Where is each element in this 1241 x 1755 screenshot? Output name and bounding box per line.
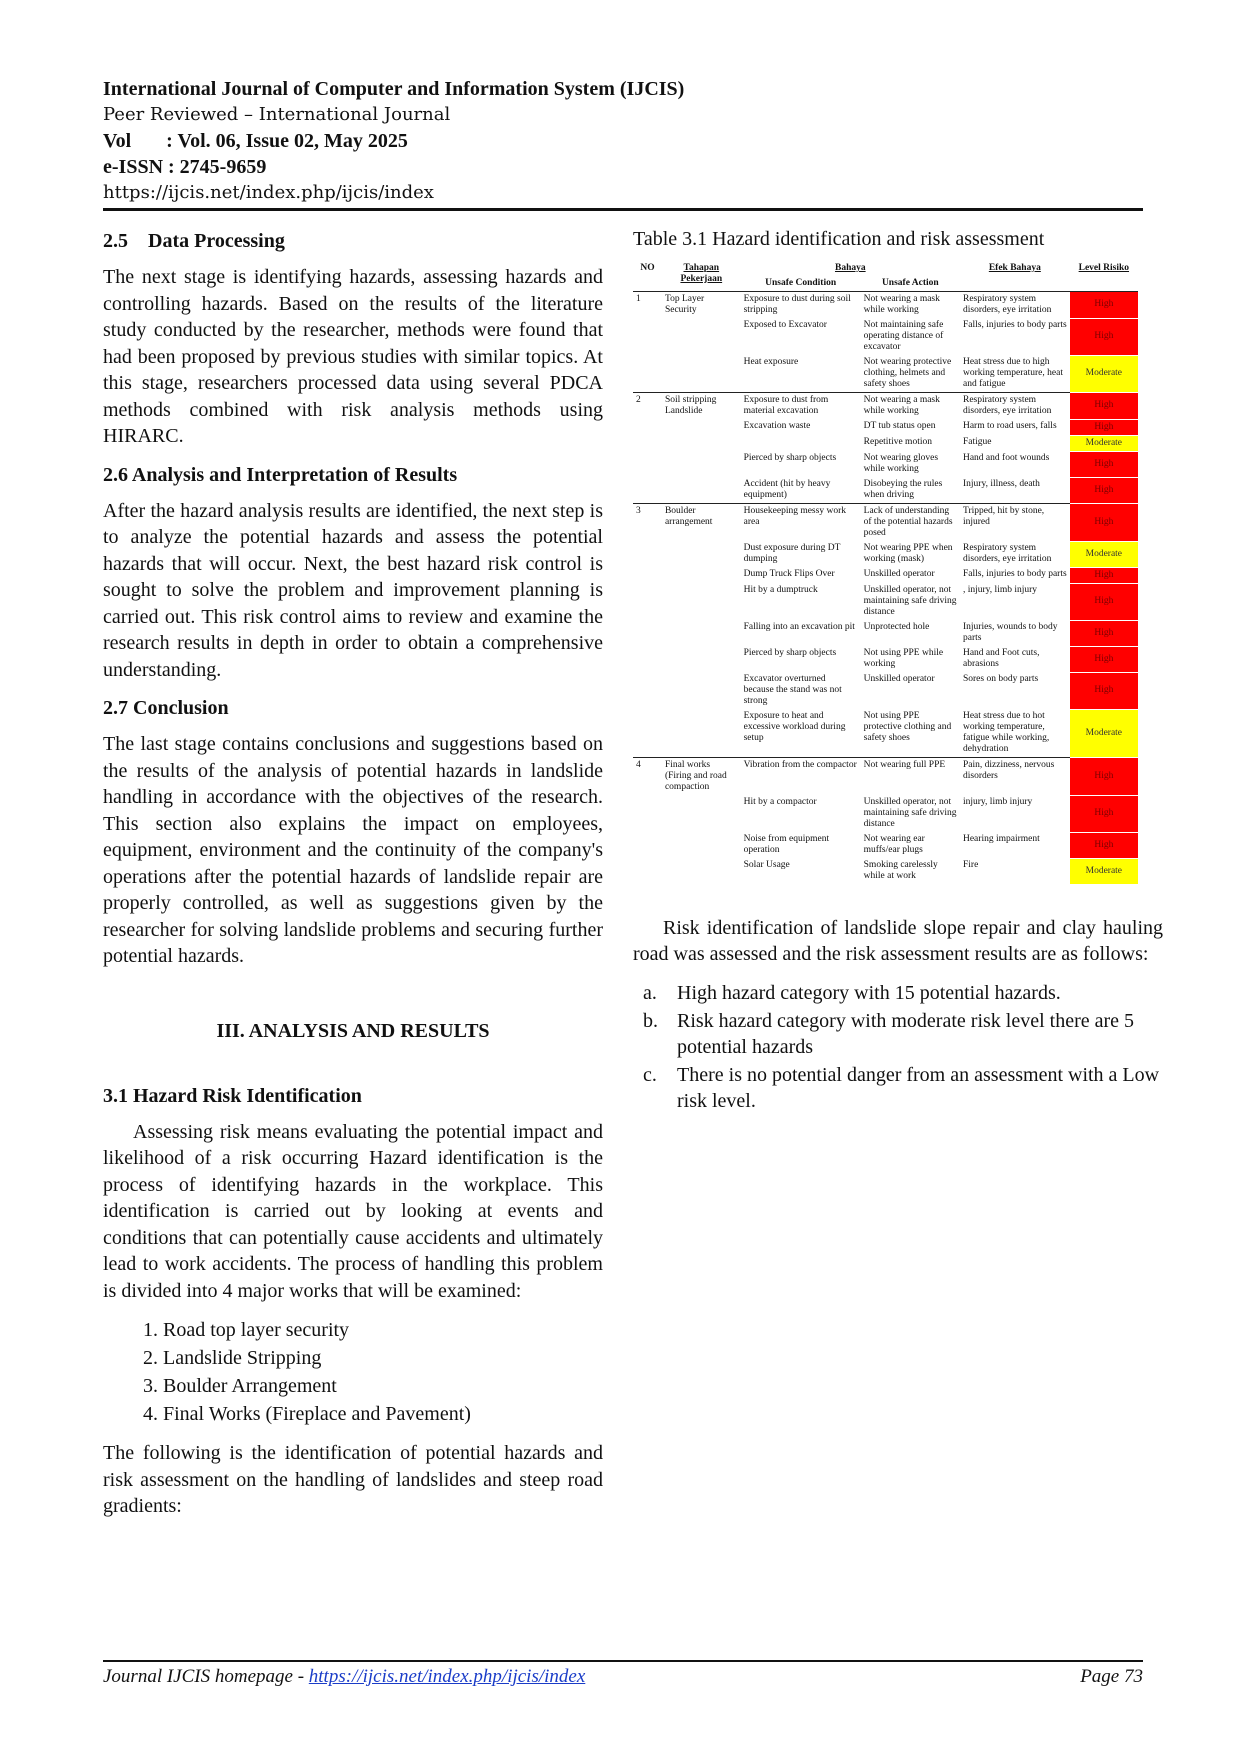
cell-stage — [662, 672, 741, 709]
list-item — [643, 1008, 1163, 1060]
section-2-5-text: The next stage is identifying hazards, assessing hazards and controlling hazards. Based on the results of the literature study conducted by the researcher, methods were found that had been proposed by previous studies with similar topics. At this stage, researchers processed data using several PDCA methods combined with risk analysis methods using HIRARC. — [103, 266, 603, 447]
cell-risk-level: High — [1070, 646, 1138, 672]
cell-no — [633, 567, 662, 583]
cell-no: 4 — [633, 758, 662, 796]
cell-unsafe-condition: Heat exposure — [743, 357, 799, 367]
hazard-table — [633, 261, 1138, 885]
cell-unsafe-action: Smoking carelessly while at work — [863, 860, 938, 881]
col-no: NO — [640, 263, 655, 273]
table-row — [633, 709, 1138, 758]
cell-unsafe-condition: Dump Truck Flips Over — [743, 569, 835, 579]
left-column — [103, 228, 603, 1532]
cell-risk-level: Moderate — [1070, 709, 1138, 758]
cell-unsafe-action: Not using PPE while working — [863, 648, 944, 669]
header-rule — [103, 208, 1143, 211]
cell-no — [633, 541, 662, 567]
cell-unsafe-action: Not wearing gloves while working — [863, 453, 939, 474]
table-row — [633, 672, 1138, 709]
col-stage: Tahapan Pekerjaan — [680, 263, 723, 284]
list-marker: c. — [643, 1063, 657, 1086]
col-level: Level Risiko — [1078, 263, 1130, 273]
table-row — [633, 567, 1138, 583]
works-list — [103, 1316, 603, 1428]
cell-effect: Falls, injuries to body parts — [962, 320, 1067, 330]
list-text: High hazard category with 15 potential hazards. — [677, 981, 1061, 1004]
section-2-6-text: After the hazard analysis results are identified, the next step is to analyze the potential hazards and assess the potential hazards that will occur. Next, the best hazard risk control is sought to solve the problem and improvement planning is carried out. This risk control aims to review and examine the research results in depth in order to obtain a comprehensive understanding. — [103, 499, 603, 681]
list-item: 1. Road top layer security — [163, 1316, 603, 1344]
cell-unsafe-action: Not wearing PPE when working (mask) — [863, 543, 953, 564]
cell-stage: Final works (Firing and road compaction — [662, 758, 741, 796]
table-row — [633, 292, 1138, 319]
journal-url: https://ijcis.net/index.php/ijcis/index — [103, 182, 434, 203]
cell-unsafe-condition: Vibration from the compactor — [741, 758, 861, 796]
cell-unsafe-condition: Accident (hit by heavy equipment) — [743, 479, 831, 500]
cell-no — [633, 318, 662, 355]
cell-no — [633, 355, 662, 393]
cell-effect: Heat stress due to high working temperature, heat and fatigue — [962, 357, 1063, 389]
cell-risk-level: Moderate — [1070, 355, 1138, 393]
cell-unsafe-condition: Falling into an excavation pit — [743, 622, 855, 632]
cell-risk-level: Moderate — [1070, 858, 1138, 884]
cell-effect: Heat stress due to hot working temperature, fatigue while working, dehydration — [962, 711, 1050, 754]
cell-no — [633, 832, 662, 858]
cell-effect: Hearing impairment — [962, 834, 1040, 844]
results-intro: Risk identification of landslide slope repair and clay hauling road was assessed and the risk assessment results are as follows: — [633, 916, 1163, 965]
table-row — [633, 583, 1138, 620]
cell-unsafe-action: Unskilled operator, not maintaining safe driving distance — [863, 585, 957, 617]
table-row — [633, 858, 1138, 884]
table-row — [633, 477, 1138, 504]
cell-unsafe-action: Disobeying the rules when driving — [863, 479, 943, 500]
cell-no — [633, 435, 662, 451]
cell-effect: Respiratory system disorders, eye irritation — [960, 292, 1070, 319]
cell-stage — [662, 451, 741, 477]
cell-effect: Fire — [962, 860, 979, 870]
section-2-7-text: The last stage contains conclusions and suggestions based on the results of the analysis of potential hazards in landslide handling in accordance with the objectives of the research. This section also explains the impact on employees, equipment, environment and the continuity of the company's operations after the potential hazards of landslide repair are properly controlled, as well as suggestions given by the researcher for solving landslide problems and securing further potential hazards. — [103, 733, 603, 967]
section-3-title: III. ANALYSIS AND RESULTS — [216, 1019, 490, 1042]
list-marker: a. — [643, 981, 657, 1004]
cell-risk-level: Moderate — [1070, 435, 1138, 451]
cell-unsafe-action: Unskilled operator — [863, 674, 935, 684]
cell-no: 1 — [633, 292, 662, 319]
table-row — [633, 832, 1138, 858]
results-list — [633, 980, 1163, 1114]
cell-effect: Falls, injuries to body parts — [962, 569, 1067, 579]
peer-reviewed: Peer Reviewed – International Journal — [103, 104, 451, 125]
table-row — [633, 646, 1138, 672]
cell-risk-level: High — [1070, 419, 1138, 435]
cell-effect: Respiratory system disorders, eye irritation — [960, 393, 1070, 420]
list-item — [643, 980, 1163, 1006]
footer-prefix: Journal IJCIS homepage - — [103, 1666, 309, 1687]
col-unsafe-action: Unsafe Action — [881, 278, 939, 288]
cell-risk-level: High — [1070, 292, 1138, 319]
cell-unsafe-action: Repetitive motion — [863, 437, 932, 447]
cell-risk-level: High — [1070, 451, 1138, 477]
cell-risk-level: Moderate — [1070, 541, 1138, 567]
cell-effect: Respiratory system disorders, eye irritation — [962, 543, 1052, 564]
cell-no — [633, 477, 662, 504]
cell-stage — [662, 858, 741, 884]
cell-unsafe-condition: Hit by a compactor — [743, 797, 817, 807]
cell-stage — [662, 646, 741, 672]
cell-stage — [662, 318, 741, 355]
table-row — [633, 620, 1138, 646]
cell-unsafe-condition: Exposure to heat and excessive workload during setup — [743, 711, 846, 743]
col-unsafe-condition: Unsafe Condition — [765, 278, 837, 288]
table-row — [633, 393, 1138, 420]
section-2-7-title: 2.7 Conclusion — [103, 697, 229, 719]
cell-risk-level: High — [1070, 832, 1138, 858]
cell-effect: Injuries, wounds to body parts — [962, 622, 1058, 643]
cell-stage — [662, 832, 741, 858]
cell-no — [633, 795, 662, 832]
section-2-5-title: 2.5 Data Processing — [103, 230, 285, 252]
cell-effect: Sores on body parts — [962, 674, 1039, 684]
cell-effect: Harm to road users, falls — [962, 421, 1057, 431]
volume: Vol : Vol. 06, Issue 02, May 2025 — [103, 130, 408, 152]
cell-stage — [662, 709, 741, 758]
list-item: 4. Final Works (Fireplace and Pavement) — [163, 1400, 603, 1428]
cell-no: 2 — [633, 393, 662, 420]
list-text: There is no potential danger from an assessment with a Low risk level. — [677, 1063, 1160, 1112]
cell-unsafe-action: Not maintaining safe operating distance of excavator — [863, 320, 944, 352]
cell-risk-level: High — [1070, 672, 1138, 709]
col-efek: Efek Bahaya — [988, 263, 1041, 273]
hazard-table-body — [633, 292, 1138, 885]
cell-unsafe-action: Lack of understanding of the potential hazards posed — [861, 504, 960, 542]
cell-stage: Top Layer Security — [662, 292, 741, 319]
footer-rule — [103, 1660, 1143, 1662]
list-item: 3. Boulder Arrangement — [163, 1372, 603, 1400]
cell-risk-level: High — [1070, 795, 1138, 832]
cell-effect: Injury, illness, death — [962, 479, 1040, 489]
cell-risk-level: High — [1070, 567, 1138, 583]
issn: e-ISSN : 2745-9659 — [103, 156, 267, 178]
cell-stage — [662, 583, 741, 620]
cell-no — [633, 646, 662, 672]
cell-effect: Pain, dizziness, nervous disorders — [960, 758, 1070, 796]
cell-risk-level: High — [1070, 583, 1138, 620]
cell-stage — [662, 795, 741, 832]
cell-unsafe-condition: Pierced by sharp objects — [743, 453, 837, 463]
cell-no — [633, 709, 662, 758]
section-2-6-title: 2.6 Analysis and Interpretation of Results — [103, 463, 458, 486]
cell-unsafe-action: Unskilled operator — [863, 569, 935, 579]
cell-unsafe-condition: Exposure to dust during soil stripping — [741, 292, 861, 319]
cell-risk-level: High — [1070, 504, 1138, 542]
cell-unsafe-action: Unskilled operator, not maintaining safe driving distance — [863, 797, 957, 829]
table-row — [633, 435, 1138, 451]
cell-stage — [662, 620, 741, 646]
table-row — [633, 451, 1138, 477]
cell-risk-level: High — [1070, 318, 1138, 355]
table-row — [633, 795, 1138, 832]
list-item — [643, 1062, 1163, 1114]
cell-unsafe-condition: Solar Usage — [743, 860, 790, 870]
cell-stage — [662, 477, 741, 504]
cell-unsafe-condition: Hit by a dumptruck — [743, 585, 818, 595]
cell-risk-level: High — [1070, 620, 1138, 646]
table-row — [633, 758, 1138, 796]
cell-stage — [662, 355, 741, 393]
cell-unsafe-action: Not wearing protective clothing, helmets and safety shoes — [863, 357, 952, 389]
section-3-1-text: Assessing risk means evaluating the potential impact and likelihood of a risk occurring Hazard identification is the process of identifying hazards in the workplace. This identification is carried out by looking at events and conditions that can potentially cause accidents and ultimately lead to work accidents. The process of handling this problem is divided into 4 major works that will be examined: — [103, 1120, 603, 1302]
cell-unsafe-condition: Exposure to dust from material excavation — [741, 393, 861, 420]
cell-effect: Hand and Foot cuts, abrasions — [962, 648, 1040, 669]
right-column — [633, 228, 1163, 1116]
table-row — [633, 318, 1138, 355]
cell-stage — [662, 541, 741, 567]
journal-title: International Journal of Computer and Information System (IJCIS) — [103, 78, 685, 100]
cell-unsafe-action: Unprotected hole — [863, 622, 930, 632]
cell-no — [633, 858, 662, 884]
cell-unsafe-condition: Noise from equipment operation — [743, 834, 830, 855]
cell-risk-level: High — [1070, 758, 1138, 796]
cell-unsafe-action: Not wearing a mask while working — [861, 292, 960, 319]
cell-unsafe-action: Not using PPE protective clothing and safety shoes — [863, 711, 952, 743]
table-caption: Table 3.1 Hazard identification and risk assessment — [633, 228, 1045, 250]
cell-unsafe-condition: Housekeeping messy work area — [741, 504, 861, 542]
table-row — [633, 419, 1138, 435]
list-text: Risk hazard category with moderate risk level there are 5 potential hazards — [677, 1009, 1135, 1058]
section-3-1-title: 3.1 Hazard Risk Identification — [103, 1084, 362, 1107]
page-number: Page 73 — [1080, 1666, 1143, 1687]
cell-unsafe-condition: Dust exposure during DT dumping — [743, 543, 841, 564]
list-item: 2. Landslide Stripping — [163, 1344, 603, 1372]
list-marker: b. — [643, 1009, 658, 1032]
cell-unsafe-condition: Pierced by sharp objects — [743, 648, 837, 658]
cell-effect: Fatigue — [962, 437, 992, 447]
cell-stage — [662, 567, 741, 583]
cell-unsafe-action: DT tub status open — [863, 421, 936, 431]
cell-no: 3 — [633, 504, 662, 542]
journal-header — [103, 76, 1143, 206]
cell-stage: Soil stripping Landslide — [662, 393, 741, 420]
cell-risk-level: High — [1070, 477, 1138, 504]
page-footer — [103, 1666, 1143, 1688]
cell-no — [633, 419, 662, 435]
cell-stage — [662, 435, 741, 451]
cell-effect: Tripped, hit by stone, injured — [960, 504, 1070, 542]
cell-unsafe-action: Not wearing ear muffs/ear plugs — [863, 834, 925, 855]
cell-effect: , injury, limb injury — [962, 585, 1038, 595]
cell-no — [633, 583, 662, 620]
table-row — [633, 504, 1138, 542]
table-row — [633, 541, 1138, 567]
cell-unsafe-condition: Excavation waste — [743, 421, 811, 431]
cell-no — [633, 451, 662, 477]
cell-no — [633, 672, 662, 709]
cell-risk-level: High — [1070, 393, 1138, 420]
cell-stage — [662, 419, 741, 435]
cell-stage: Boulder arrangement — [662, 504, 741, 542]
cell-no — [633, 620, 662, 646]
cell-effect: Hand and foot wounds — [962, 453, 1050, 463]
closing-text: The following is the identification of potential hazards and risk assessment on the handling of landslides and steep road gradients: — [103, 1442, 603, 1517]
cell-effect: injury, limb injury — [962, 797, 1033, 807]
cell-unsafe-condition: Exposed to Excavator — [743, 320, 827, 330]
cell-unsafe-action: Not wearing full PPE — [861, 758, 960, 796]
footer-link[interactable]: https://ijcis.net/index.php/ijcis/index — [308, 1666, 586, 1687]
col-bahaya: Bahaya — [834, 263, 866, 273]
table-row — [633, 355, 1138, 393]
cell-unsafe-condition: Excavator overturned because the stand was not strong — [743, 674, 842, 706]
cell-unsafe-action: Not wearing a mask while working — [861, 393, 960, 420]
cell-unsafe-condition — [741, 435, 861, 451]
